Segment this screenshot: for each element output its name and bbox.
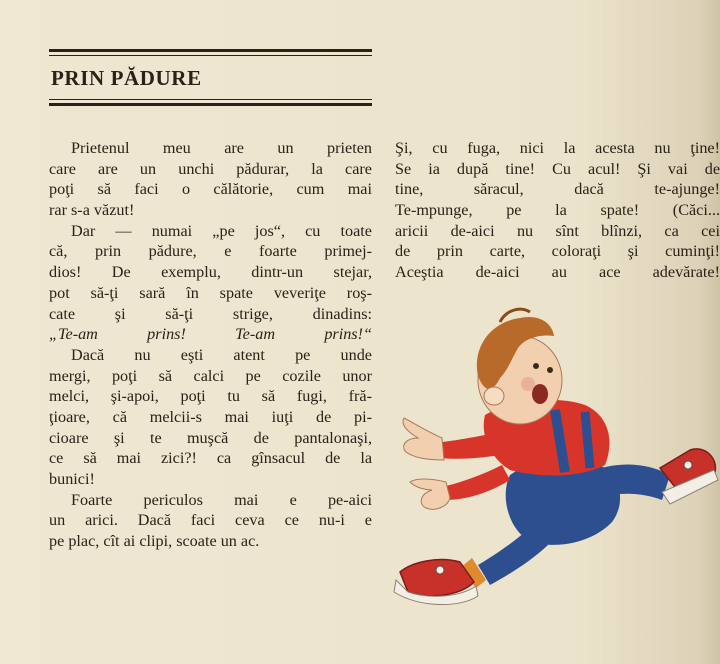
left-column-line: ţioare, că melcii-s mai iuţi de pi- [49, 407, 372, 426]
right-column-line: Se ia după tine! Cu acul! Şi vai de [395, 159, 720, 178]
left-column-line: Dar — numai „pe jos“, cu toate [71, 221, 372, 240]
left-column-line: pe plac, cît ai clipi, scoate un ac. [49, 532, 260, 551]
left-column-line: ce să mai zici?! ca gînsacul de la [49, 449, 372, 468]
left-column-line: cate şi să-ţi strige, dinadins: [49, 304, 372, 323]
left-text-column [49, 138, 372, 552]
left-column-line: mergi, poţi să calci pe cozile unor [49, 366, 372, 385]
left-column-line: un arici. Dacă faci ceva ce nu-i e [49, 511, 372, 530]
right-column-line: Şi, cu fuga, nici la acesta nu ţine! [395, 139, 720, 157]
title-rule-bottom-thin [49, 99, 372, 100]
left-column-line: dios! De exemplu, dintr-un stejar, [49, 263, 372, 282]
left-column-line: melci, şi-apoi, poţi tu să fugi, fră- [49, 387, 372, 406]
right-column-line: Te-mpunge, pe la spate! (Căci... [395, 201, 720, 220]
right-column-line: Aceştia de-aici au ace adevărate! [395, 263, 720, 282]
left-column-line: bunici! [49, 470, 95, 488]
running-boy-illustration [390, 300, 720, 610]
left-column-line: Dacă nu eşti atent pe unde [71, 345, 372, 364]
title-rule-bottom-thick [49, 103, 372, 106]
left-column-line: Foarte periculos mai e pe-aici [71, 490, 372, 509]
left-column-line: cioare şi te muşcă de pantalonaşi, [49, 428, 372, 447]
left-column-line: „Te-am prins! Te-am prins!“ [49, 325, 372, 344]
page-title: PRIN PĂDURE [51, 66, 202, 90]
right-column-line: aricii de-aici nu sînt blînzi, ca cei [395, 221, 720, 240]
title-rule-top-thick [49, 49, 372, 52]
right-column-line: tine, săracul, dacă te-ajunge! [395, 180, 720, 199]
left-column-line: pot să-ţi sară în spate veveriţe roş- [49, 283, 372, 302]
right-column-line: de prin carte, coloraţi şi cuminţi! [395, 242, 720, 261]
left-column-line: că, prin pădure, e foarte primej- [49, 242, 372, 261]
title-rule-top-thin [49, 55, 372, 56]
left-column-line: Prietenul meu are un prieten [71, 139, 372, 157]
left-column-line: care are un unchi pădurar, la care [49, 159, 372, 178]
left-column-line: rar s-a văzut! [49, 201, 135, 220]
left-column-line: poţi să faci o călătorie, cum mai [49, 180, 372, 199]
right-text-column [395, 138, 720, 283]
